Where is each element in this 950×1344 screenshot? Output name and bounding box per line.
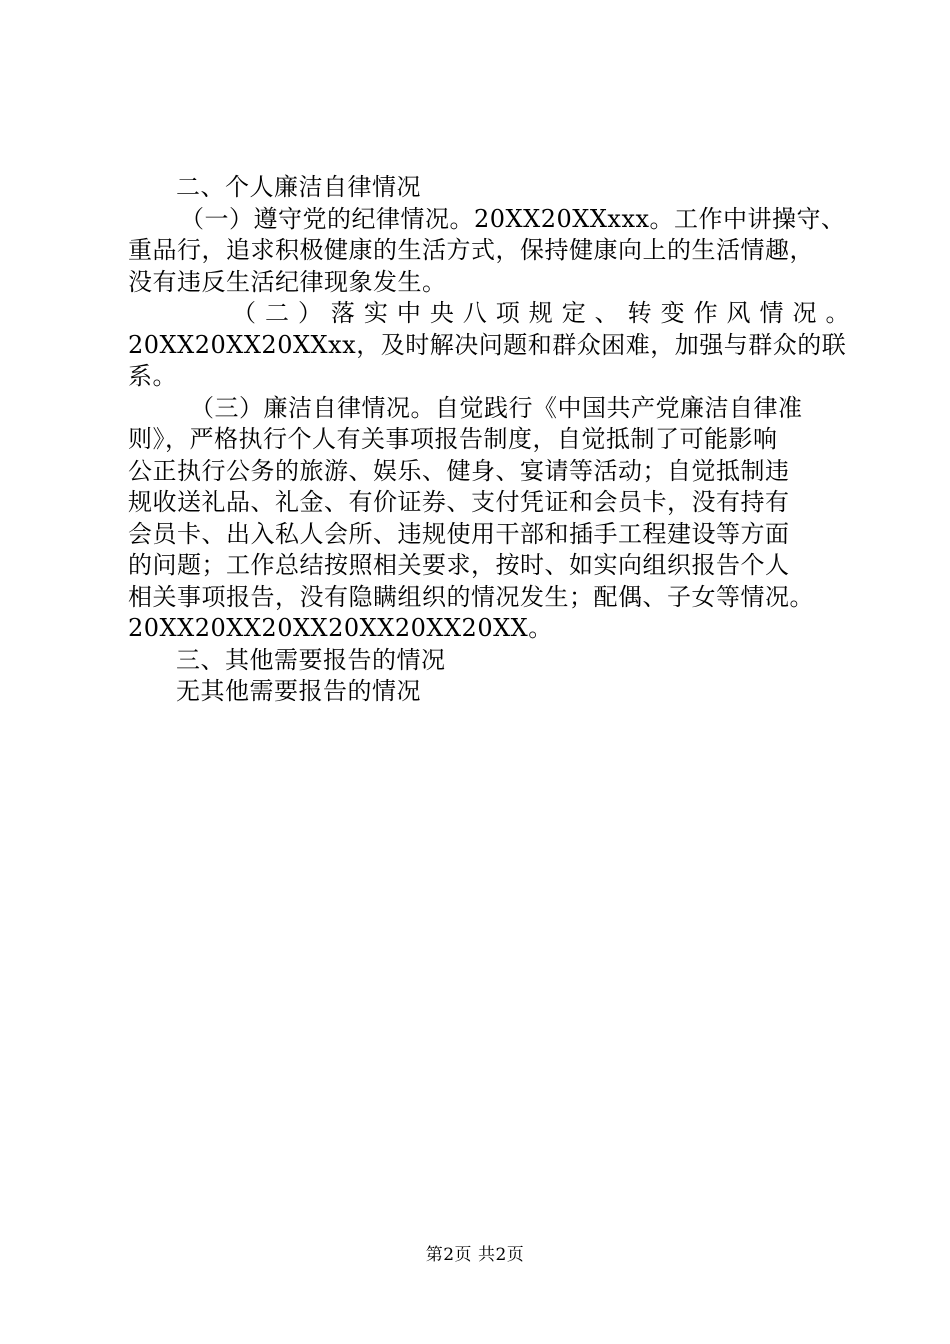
char: 定 (561, 299, 587, 327)
char: 落 (330, 299, 356, 327)
char: 八 (462, 299, 488, 327)
section-heading-other-matters: 三、其他需要报告的情况 (176, 645, 446, 674)
char: 。 (825, 299, 850, 327)
page-footer: 第2页 共2页 (425, 1245, 525, 1265)
paragraph-line: 规收送礼品、礼金、有价证券、支付凭证和会员卡，没有持有 (128, 488, 790, 516)
paragraph-line: 则》，严格执行个人有关事项报告制度，自觉抵制了可能影响 (128, 425, 778, 453)
paragraph-line: 公正执行公务的旅游、娱乐、健身、宴请等活动；自觉抵制违 (128, 456, 790, 485)
paragraph-line: 重品行，追求积极健康的生活方式，保持健康向上的生活情趣， (128, 236, 814, 264)
paragraph-line: 20XX20XX20XXxx，及时解决问题和群众困难，加强与群众的联 (128, 330, 847, 359)
paragraph-line: 系。 (128, 362, 177, 390)
paragraph-line-spaced (128, 298, 850, 330)
paragraph-line: 无其他需要报告的情况 (176, 677, 421, 705)
char: 、 (594, 299, 620, 327)
char: 央 (429, 299, 455, 327)
char: （ (232, 299, 257, 327)
char: 作 (693, 299, 719, 327)
char: 中 (396, 299, 422, 327)
paragraph-line: 没有违反生活纪律现象发生。 (128, 267, 447, 296)
char: 变 (660, 299, 686, 327)
paragraph-line: 会员卡、出入私人会所、违规使用干部和插手工程建设等方面 (128, 519, 790, 548)
char: 转 (627, 299, 653, 327)
char: ） (297, 299, 323, 327)
paragraph-line: 的问题；工作总结按照相关要求，按时、如实向组织报告个人 (128, 551, 790, 579)
char: 二 (264, 299, 290, 327)
paragraph-line: （三）廉洁自律情况。自觉践行《中国共产党廉洁自律准 (190, 393, 803, 422)
paragraph-line: （一）遵守党的纪律情况。20XX20XXxxx。工作中讲操守、 (180, 204, 846, 233)
char: 实 (363, 299, 389, 327)
char: 规 (528, 299, 554, 327)
char: 况 (792, 299, 817, 327)
char: 风 (726, 299, 752, 327)
section-heading-personal-integrity: 二、个人廉洁自律情况 (176, 173, 421, 201)
paragraph-line: 相关事项报告，没有隐瞒组织的情况发生；配偶、子女等情况。 (128, 582, 814, 611)
char: 项 (495, 299, 521, 327)
char: 情 (759, 299, 784, 327)
paragraph-line: 20XX20XX20XX20XX20XX20XX。 (128, 614, 553, 642)
document-body (128, 172, 850, 708)
